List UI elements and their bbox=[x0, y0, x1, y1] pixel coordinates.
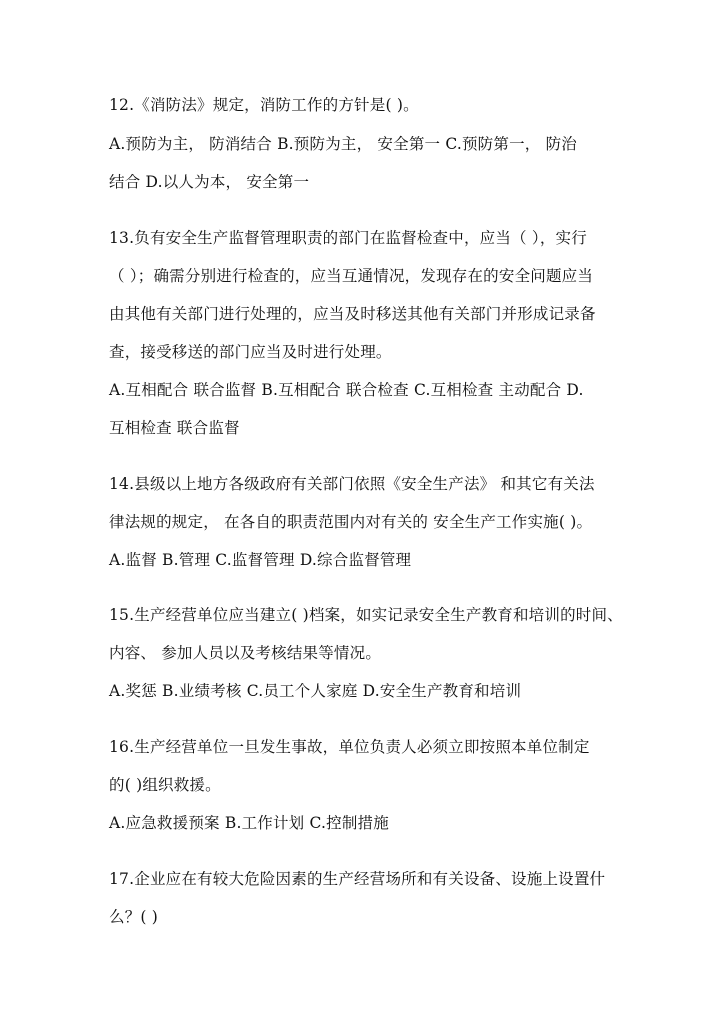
question-16-stem-cont: 的( )组织救援。 bbox=[109, 776, 221, 794]
question-12-options-cont: 结合 D.以人为本， 安全第一 bbox=[109, 173, 310, 191]
question-16-options: A.应急救援预案 B.工作计划 C.控制措施 bbox=[109, 814, 389, 832]
question-16-stem: 16.生产经营单位一旦发生事故，单位负责人必须立即按照本单位制定 bbox=[109, 738, 590, 756]
question-13-stem-cont: 查，接受移送的部门应当及时进行处理。 bbox=[109, 343, 392, 361]
question-13-stem-cont: 由其他有关部门进行处理的，应当及时移送其他有关部门并形成记录备 bbox=[109, 305, 596, 323]
question-14-stem: 14.县级以上地方各级政府有关部门依照《安全生产法》 和其它有关法 bbox=[109, 475, 595, 493]
question-17-stem: 17.企业应在有较大危险因素的生产经营场所和有关设备、设施上设置什 bbox=[109, 870, 606, 888]
question-13-stem-cont: （ ）；确需分别进行检查的，应当互通情况，发现存在的安全问题应当 bbox=[109, 267, 594, 285]
question-12-options: A.预防为主， 防消结合 B.预防为主， 安全第一 C.预防第一， 防治 bbox=[109, 135, 578, 153]
question-14-stem-cont: 律法规的规定， 在各自的职责范围内对有关的 安全生产工作实施( )。 bbox=[109, 513, 593, 531]
question-15-stem-cont: 内容、 参加人员以及考核结果等情况。 bbox=[109, 644, 382, 662]
question-12-stem: 12.《消防法》规定，消防工作的方针是( )。 bbox=[109, 96, 419, 114]
question-13-options-cont: 互相检查 联合监督 bbox=[109, 419, 240, 437]
question-13-options: A.互相配合 联合监督 B.互相配合 联合检查 C.互相检查 主动配合 D. bbox=[109, 381, 584, 399]
question-14-options: A.监督 B.管理 C.监督管理 D.综合监督管理 bbox=[109, 551, 412, 569]
question-15-options: A.奖惩 B.业绩考核 C.员工个人家庭 D.安全生产教育和培训 bbox=[109, 682, 522, 700]
question-13-stem: 13.负有安全生产监督管理职责的部门在监督检查中，应当（ ），实行 bbox=[109, 229, 587, 247]
question-17-stem-cont: 么？( ) bbox=[109, 908, 159, 926]
question-15-stem: 15.生产经营单位应当建立( )档案，如实记录安全生产教育和培训的时间、 bbox=[109, 606, 623, 624]
